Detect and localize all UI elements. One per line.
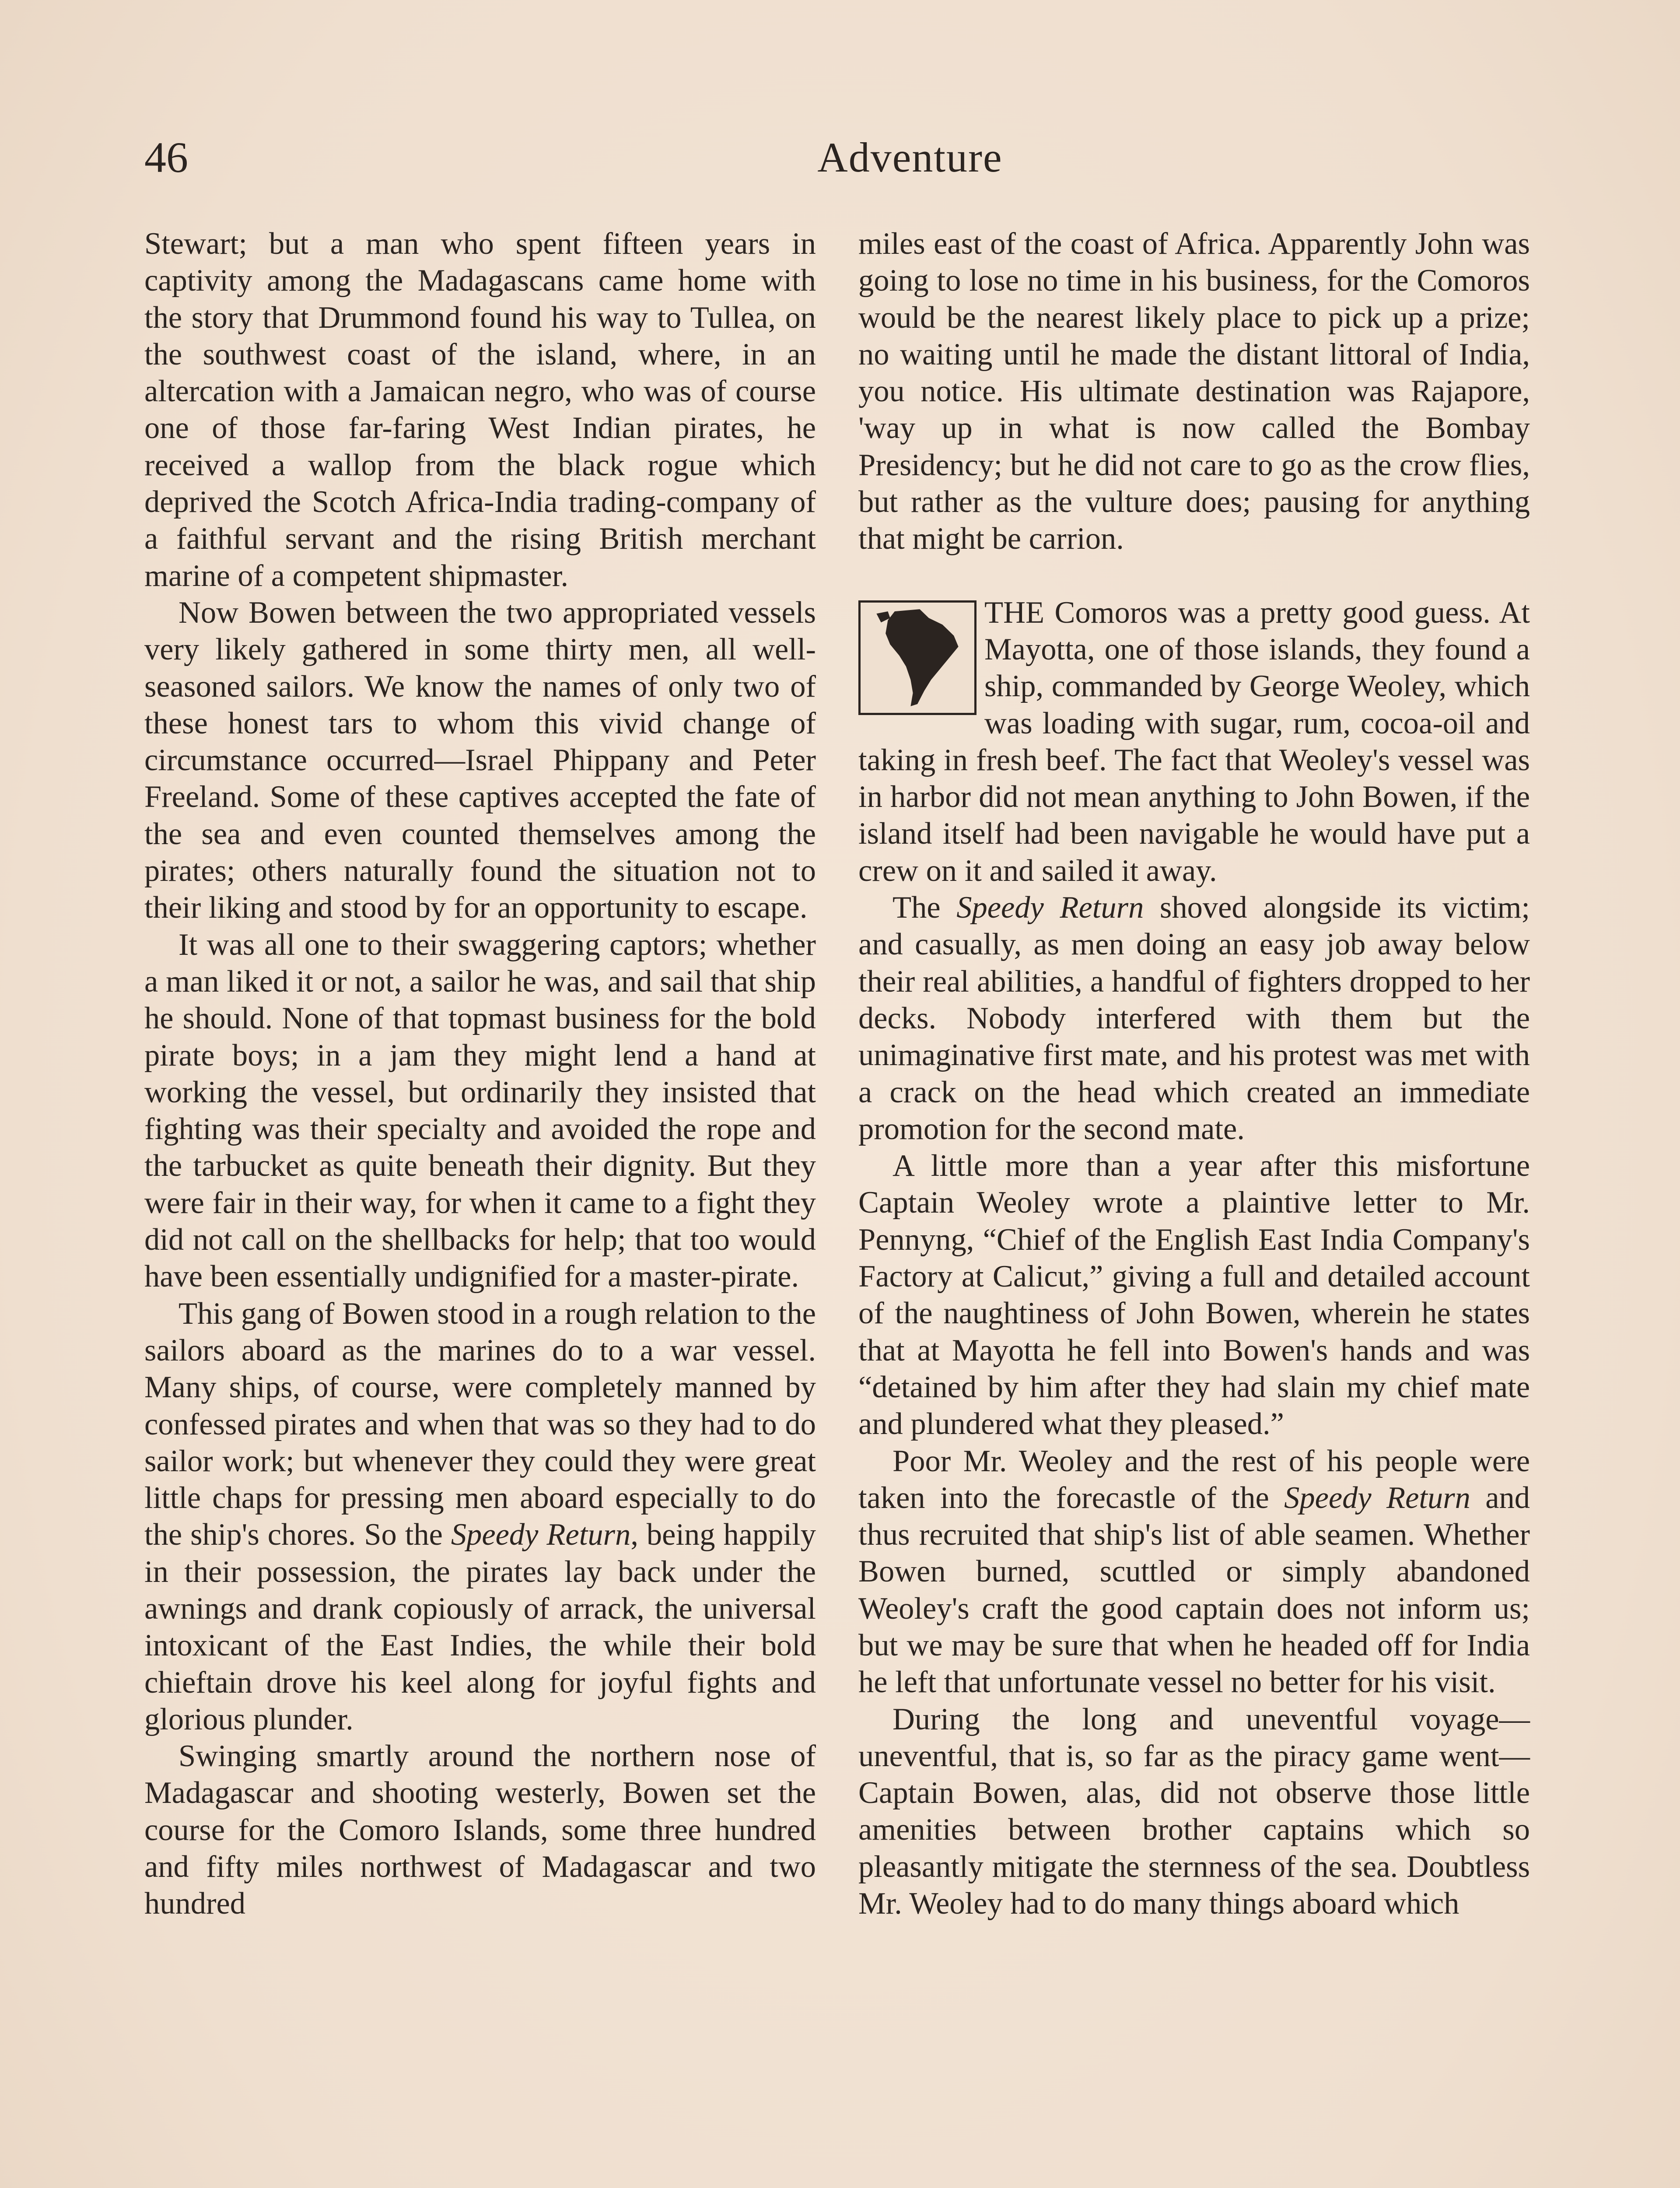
section-opening-paragraph (858, 594, 1530, 889)
text-run: , being happily in their possession, the pirates lay back under the awnings and drank copiously of arrack, the universal intoxicant of the East Indies, the while their bold chieftain drove his keel along for joyful fights and glorious plunder. (144, 1518, 816, 1736)
page-number: 46 (144, 133, 188, 182)
text-run: and thus recruited that ship's list of able seamen. Whether Bowen burned, scuttled or simply abandoned Weoley's craft the good captain does not inform us; but we may be sure that when he headed off for India he left that unfortunate vessel no better for his visit. (858, 1480, 1530, 1700)
right-column (858, 225, 1530, 1922)
paragraph: miles east of the coast of Africa. Apparently John was going to lose no time in his business, for the Comoros would be the nearest likely place to pick up a prize; no waiting until he made the distant littoral of India, you notice. His ultimate destination was Rajapore, 'way up in what is now called the Bombay Presidency; but he did not care to go as the crow flies, but rather as the vulture does; pausing for anything that might be carrion. (858, 227, 1530, 556)
paragraph (858, 889, 1530, 1147)
paragraph: Stewart; but a man who spent fifteen years in captivity among the Madagascans came home with the story that Drummond found his way to Tullea, on the southwest coast of the island, where, in an altercation with a Jamaican negro, who was of course one of those far-faring West Indian pirates, he received a wallop from the black rogue which deprived the Scotch Africa-India trading-company of a faithful servant and the rising British merchant marine of a competent shipmaster. (144, 227, 816, 593)
text-run: Poor Mr. Weoley and the rest of his people were taken into the forecastle of the (858, 1444, 1530, 1515)
paragraph: Swinging smartly around the northern nose of Madagascar and shooting westerly, Bowen set the course for the Comoro Islands, some three hundred and fifty miles northwest of Madagascar and two hundred (144, 1739, 816, 1921)
paragraph: It was all one to their swaggering captors; whether a man liked it or not, a sailor he was, and sail that ship he should. None of that topmast business for the bold pirate boys; in a jam they might lend a hand at working the vessel, but ordinarily they insisted that fighting was their specialty and avoided the rope and the tarbucket as quite beneath their dignity. But they were fair in their way, for when it came to a fight they did not call on the shellbacks for help; that too would have been essentially undignified for a master-pirate. (144, 927, 816, 1294)
paragraph: Now Bowen between the two appropriated vessels very likely gathered in some thirty men, all well-seasoned sailors. We know the names of only two of these honest tars to whom this vivid change of circumstance occurred—Israel Phippany and Peter Freeland. Some of these captives accepted the fate of the sea and even counted themselves among the pirates; others naturally found the situation not to their liking and stood by for an opportunity to escape. (144, 595, 816, 925)
text-run: THE Comoros was a pretty good guess. At Mayotta, one of those islands, they found a ship, commanded by George Weoley, which was loading with sugar, rum, cocoa-oil and taking in fresh beef. The fact that Weoley's vessel was in harbor did not mean anything to John Bowen, if the island itself had been navigable he would have put a crew on it and sailed it away. (858, 595, 1530, 888)
paragraph (858, 1443, 1530, 1701)
ship-name: Speedy Return (1284, 1480, 1470, 1515)
south-america-map-icon (858, 600, 976, 715)
text-run: This gang of Bowen stood in a rough relation to the sailors aboard as the marines do to a war vessel. Many ships, of course, were completely manned by confessed pirates and when that was so they had to do sailor work; but whenever they could they were great little chaps for pressing men aboard especially to do the ship's chores. So the (144, 1296, 816, 1552)
ship-name: Speedy Return (451, 1518, 631, 1552)
text-run: shoved alongside its victim; and casually, as men doing an easy job away below their real abilities, a handful of fighters dropped to her decks. Nobody interfered with them but the unimaginative first mate, and his protest was met with a crack on the head which created an immediate promotion for the second mate. (858, 891, 1530, 1146)
running-head-title: Adventure (817, 134, 1003, 181)
text-run: The (892, 891, 957, 925)
left-column (144, 225, 816, 1922)
ship-name: Speedy Return (956, 891, 1144, 925)
paragraph: A little more than a year after this misfortune Captain Weoley wrote a plaintive letter to Mr. Pennyng, “Chief of the English East India Company's Factory at Calicut,” giving a full and detailed account of the naughtiness of John Bowen, wherein he states that at Mayotta he fell into Bowen's hands and was “detained by him after they had slain my chief mate and plundered what they pleased.” (858, 1149, 1530, 1441)
paragraph (144, 1295, 816, 1738)
paragraph: During the long and uneventful voyage—uneventful, that is, so far as the piracy game went—Captain Bowen, alas, did not observe those little amenities between brother captains which so pleasantly mitigate the sternness of the sea. Doubtless Mr. Weoley had to do many things aboard which (858, 1702, 1530, 1921)
